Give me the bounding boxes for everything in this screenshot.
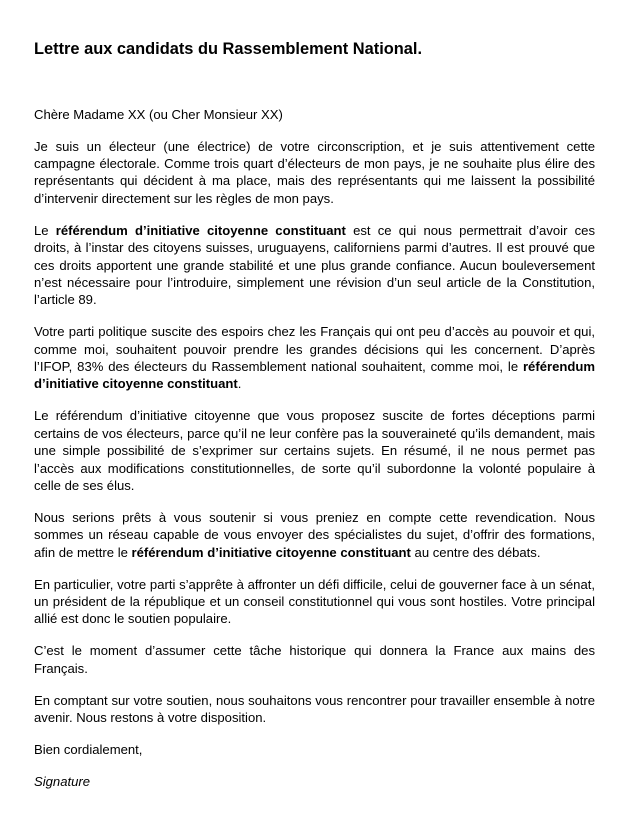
paragraph-2-end: est ce qui nous permettrait d’avoir ces droits, à l’instar des citoyens suisses, uruguayens, californiens parmi d’autres. Il est prouvé que ces droits apportent une grande stabilité et une plus grande confiance. Aucun bouleversement n’est nécessaire pour l’introduire, simplement une révision d’un seul article de la Constitution, l’article 89.	[34, 222, 596, 308]
paragraph-4: Le référendum d’initiative citoyenne que vous proposez suscite de fortes déceptions parmi certains de vos électeurs, parce qu’il ne leur confère pas la souveraineté qu’ils demandent, mais une simple possibilité de s’exprimer sur certains sujets. En résumé, il ne nous permet pas l’accès aux modifications constitutionnelles, de sorte qu’il subordonne la volonté populaire à celle de ses élus.	[34, 408, 595, 493]
paragraph-6: En particulier, votre parti s’apprête à affronter un défi difficile, celui de gouverner face à un sénat, un président de la république et un conseil constitutionnel qui vous sont hostiles. Votre principal allié est donc le soutien populaire.	[34, 576, 595, 627]
paragraph-5	[34, 509, 595, 561]
letter-body	[34, 106, 595, 805]
salutation: Chère Madame XX (ou Cher Monsieur XX)	[34, 107, 283, 122]
letter-title: Lettre aux candidats du Rassemblement National.	[34, 40, 423, 58]
paragraph-2-start: Le	[34, 222, 56, 238]
paragraph-3-start: Votre parti politique suscite des espoirs chez les Français qui ont peu d’accès au pouvoir et qui, comme moi, souhaitent pouvoir prendre les grandes décisions qui les concernent. D’après l’IFOP, 83% des électeurs du Rassemblement national souhaitent, comme moi, le	[34, 324, 595, 375]
paragraph-3	[34, 323, 595, 393]
paragraph-5-emphasis: référendum d’initiative citoyenne constituant	[131, 544, 411, 560]
paragraph-5-start: Nous serions prêts à vous soutenir si vous preniez en compte cette revendication. Nous sommes un réseau capable de vous envoyer des spécialistes du sujet, d’offrir des formations, afin de mettre le	[34, 509, 595, 560]
paragraph-3-end: .	[237, 376, 242, 392]
signature: Signature	[34, 773, 91, 789]
paragraph-2	[34, 222, 595, 309]
paragraph-3-emphasis: référendum d’initiative citoyenne constituant	[34, 359, 595, 392]
closing: Bien cordialement,	[34, 741, 143, 757]
paragraph-1: Je suis un électeur (une électrice) de votre circonscription, et je suis attentivement cette campagne électorale. Comme trois quart d’électeurs de mon pays, je ne souhaite plus élire des représentants qui décident à ma place, mais des représentants qui me laissent la possibilité d’intervenir directement sur les règles de mon pays.	[34, 138, 595, 206]
paragraph-7: C’est le moment d’assumer cette tâche historique qui donnera la France aux mains des Français.	[34, 643, 595, 676]
paragraph-8: En comptant sur votre soutien, nous souhaitons vous rencontrer pour travailler ensemble à notre avenir. Nous restons à votre disposition.	[34, 692, 595, 726]
paragraph-2-emphasis: référendum d’initiative citoyenne constituant	[55, 222, 346, 238]
paragraph-5-end: au centre des débats.	[410, 544, 541, 560]
